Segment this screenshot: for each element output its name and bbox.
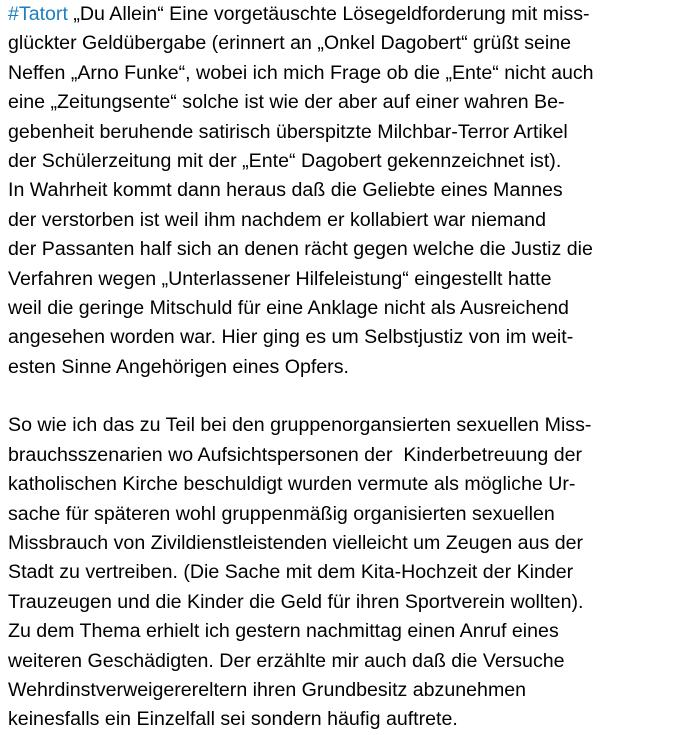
paragraph-line: weil die geringe Mitschuld für eine Anklage nicht als Ausreichend xyxy=(8,296,569,319)
hashtag-link[interactable]: #Tatort xyxy=(8,3,68,25)
paragraph-line: Zu dem Thema erhielt ich gestern nachmittag einen Anruf eines xyxy=(8,620,559,643)
paragraph-line: Wehrdinstverweigerereltern ihren Grundbesitz abzunehmen xyxy=(8,678,527,701)
paragraph-line: gebenheit beruhende satirisch überspitzte Milchbar-Terror Artikel xyxy=(8,120,568,143)
paragraph-line: sache für späteren wohl gruppenmäßig organisierten sexuellen xyxy=(8,502,555,525)
paragraph-line xyxy=(8,0,672,29)
paragraph-line: weiteren Geschädigten. Der erzählte mir auch daß die Versuche xyxy=(8,649,565,672)
paragraph-2 xyxy=(8,411,672,734)
paragraph-line: glückter Geldübergabe (erinnert an „Onkel Dagobert“ grüßt seine xyxy=(8,32,572,55)
paragraph-line: der verstorben ist weil ihm nachdem er kollabiert war niemand xyxy=(8,208,546,231)
paragraph-line: So wie ich das zu Teil bei den gruppenorgansierten sexuellen Miss- xyxy=(8,414,592,437)
paragraph-line: Missbrauch von Zivildienstleistenden vielleicht um Zeugen aus der xyxy=(8,532,584,555)
paragraph-line: esten Sinne Angehörigen eines Opfers. xyxy=(8,355,349,378)
paragraph-spacer xyxy=(8,382,672,411)
paragraph-line: eine „Zeitungsente“ solche ist wie der aber auf einer wahren Be- xyxy=(8,91,565,114)
paragraph-line: Neffen „Arno Funke“, wobei ich mich Frage ob die „Ente“ nicht auch xyxy=(8,61,594,84)
paragraph-line: keinesfalls ein Einzelfall sei sondern häufig auftrete. xyxy=(8,708,458,731)
paragraph-line: Stadt zu vertreiben. (Die Sache mit dem Kita-Hochzeit der Kinder xyxy=(8,561,574,584)
paragraph-line: angesehen worden war. Hier ging es um Selbstjustiz von im weit- xyxy=(8,326,574,349)
paragraph-line: In Wahrheit kommt dann heraus daß die Geliebte eines Mannes xyxy=(8,179,563,202)
paragraph-1 xyxy=(8,0,672,382)
paragraph-line: Trauzeugen und die Kinder die Geld für ihren Sportverein wollten). xyxy=(8,590,584,613)
paragraph-line: katholischen Kirche beschuldigt wurden vermute als mögliche Ur- xyxy=(8,473,576,496)
post-body xyxy=(8,0,672,735)
paragraph-line: der Passanten half sich an denen rächt gegen welche die Justiz die xyxy=(8,238,593,261)
paragraph-line: brauchsszenarien wo Aufsichtspersonen der Kinderbetreuung der xyxy=(8,443,583,466)
paragraph-line: der Schülerzeitung mit der „Ente“ Dagobert gekennzeichnet ist). xyxy=(8,149,562,172)
paragraph-line: Verfahren wegen „Unterlassener Hilfeleistung“ eingestellt hatte xyxy=(8,267,552,290)
line-text: „Du Allein“ Eine vorgetäuschte Lösegeldforderung mit miss- xyxy=(67,3,590,25)
